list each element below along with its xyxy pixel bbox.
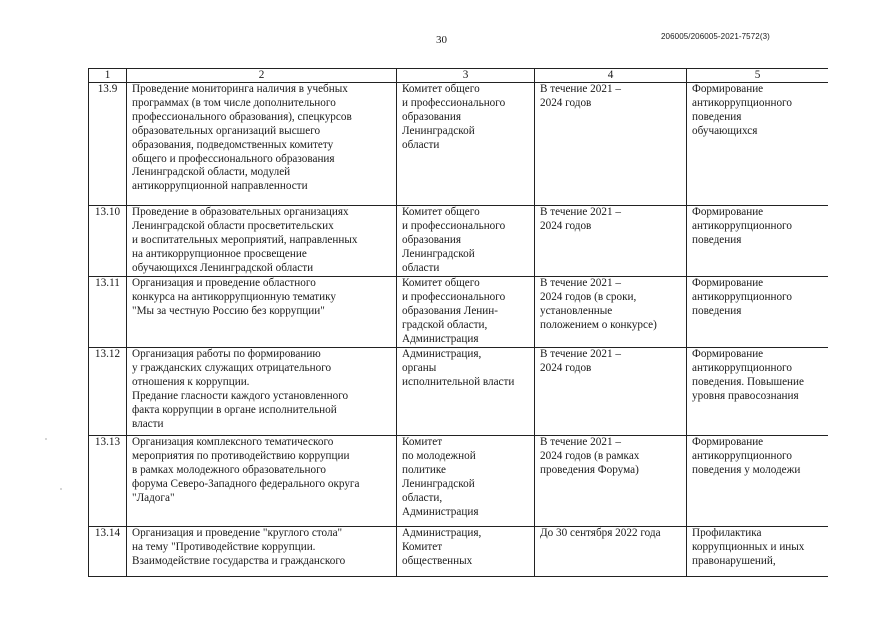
activity-cell-line: "Мы за честную Россию без коррупции" [132,304,325,317]
executor-cell-line: образования [402,233,462,246]
result-cell-line: коррупционных и иных [692,540,805,553]
column-header: 4 [535,69,687,83]
activity-cell-line: Организация и проведение областного [132,277,316,289]
activity-cell-line: конкурса на антикоррупционную тематику [132,290,337,303]
activity-cell [127,527,397,577]
executor-cell [397,527,535,577]
executor-cell-line: Комитет общего [402,83,480,95]
term-cell [535,436,687,527]
table-row [89,277,829,348]
result-cell-line: антикоррупционного [692,361,792,374]
table-row [89,348,829,436]
activity-cell-line: образовательных организаций высшего [132,124,321,137]
term-cell-line: положением о конкурсе) [540,318,657,331]
result-cell-line: Формирование [692,206,764,218]
activity-cell-line: обучающихся Ленинградской области [132,261,314,274]
term-cell-line: В течение 2021 – [540,436,621,448]
term-cell [535,206,687,277]
activity-cell-line: Организация комплексного тематического [132,436,334,448]
activity-cell-line: отношения к коррупции. [132,375,250,388]
activity-cell [127,83,397,206]
executor-cell [397,277,535,348]
activity-cell-line: Организация и проведение "круглого стола" [132,527,343,539]
term-cell [535,348,687,436]
table-header-row [89,69,829,83]
term-cell-line: В течение 2021 – [540,348,621,360]
activity-cell-line: общего и профессионального образования [132,152,335,165]
activity-cell-line: мероприятия по противодействию коррупции [132,449,350,462]
table-row [89,436,829,527]
result-cell-line: Формирование [692,348,764,360]
term-cell-line: 2024 годов [540,96,592,109]
row-number: 13.11 [89,277,127,348]
table-row [89,527,829,577]
activity-cell-line: у гражданских служащих отрицательного [132,361,332,374]
activity-cell-line: Предание гласности каждого установленного [132,389,349,402]
executor-cell-line: Ленинградской [402,477,475,490]
activity-cell-line: власти [132,417,164,430]
result-cell-line: поведения. Повышение [692,375,804,388]
activity-cell-line: профессионального образования), спецкурсов [132,110,352,123]
activity-cell [127,436,397,527]
term-cell-line: До 30 сентября 2022 года [540,527,661,539]
activity-cell-line: в рамках молодежного образовательного [132,463,327,476]
result-cell [687,436,829,527]
scan-dot [60,488,62,490]
result-cell [687,83,829,206]
column-header: 3 [397,69,535,83]
executor-cell [397,436,535,527]
executor-cell-line: области [402,261,440,274]
activity-cell-line: форума Северо-Западного федерального округа [132,477,360,490]
executor-cell-line: градской области, [402,318,488,331]
measures-table-wrapper [88,68,828,577]
result-cell-line: уровня правосознания [692,389,799,402]
column-header: 5 [687,69,829,83]
activity-cell-line: и воспитательных мероприятий, направленных [132,233,358,246]
document-code: 206005/206005-2021-7572(3) [661,32,770,41]
term-cell [535,527,687,577]
column-header: 2 [127,69,397,83]
activity-cell-line: антикоррупционной направленности [132,180,308,193]
page-number: 30 [436,34,447,46]
executor-cell-line: Ленинградской [402,124,475,137]
term-cell [535,83,687,206]
term-cell-line: установленные [540,304,613,317]
table-row [89,206,829,277]
activity-cell-line: на тему "Противодействие коррупции. [132,540,316,553]
term-cell-line: 2024 годов [540,361,592,374]
executor-cell-line: области, [402,491,443,504]
executor-cell-line: Администрация [402,332,479,345]
executor-cell-line: общественных [402,554,473,567]
executor-cell [397,206,535,277]
result-cell-line: поведения [692,233,742,246]
result-cell-line: антикоррупционного [692,96,792,109]
activity-cell-line: Ленинградской области просветительских [132,219,334,232]
table-row [89,83,829,206]
activity-cell-line: "Ладога" [132,491,175,504]
result-cell-line: антикоррупционного [692,449,792,462]
executor-cell-line: Комитет общего [402,277,480,289]
executor-cell [397,348,535,436]
result-cell-line: антикоррупционного [692,219,792,232]
result-cell-line: Профилактика [692,527,762,539]
executor-cell-line: области [402,138,440,151]
activity-cell [127,206,397,277]
executor-cell-line: Комитет [402,540,443,553]
activity-cell [127,348,397,436]
executor-cell-line: Комитет [402,436,443,448]
executor-cell-line: и профессионального [402,290,506,303]
activity-cell-line: факта коррупции в органе исполнительной [132,403,337,416]
result-cell-line: поведения у молодежи [692,463,801,476]
term-cell [535,277,687,348]
executor-cell-line: образования Ленин- [402,304,498,317]
row-number: 13.14 [89,527,127,577]
activity-cell-line: Ленинградской области, модулей [132,166,291,179]
executor-cell-line: по молодежной [402,449,476,462]
executor-cell-line: и профессионального [402,96,506,109]
executor-cell-line: Администрация, [402,527,482,539]
term-cell-line: В течение 2021 – [540,277,621,289]
row-number: 13.12 [89,348,127,436]
result-cell-line: обучающихся [692,124,758,137]
result-cell [687,527,829,577]
activity-cell-line: Проведение мониторинга наличия в учебных [132,83,348,95]
activity-cell-line: образования, подведомственных комитету [132,138,334,151]
executor-cell-line: органы [402,361,437,374]
activity-cell-line: Взаимодействие государства и гражданского [132,554,346,567]
result-cell [687,206,829,277]
result-cell-line: Формирование [692,436,764,448]
activity-cell [127,277,397,348]
executor-cell-line: политике [402,463,447,476]
term-cell-line: 2024 годов (в рамках [540,449,640,462]
term-cell-line: В течение 2021 – [540,83,621,95]
result-cell-line: антикоррупционного [692,290,792,303]
executor-cell-line: исполнительной власти [402,375,515,388]
activity-cell-line: программах (в том числе дополнительного [132,96,336,109]
result-cell-line: правонарушений, [692,554,776,567]
scan-dot [45,438,47,440]
column-header: 1 [89,69,127,83]
row-number: 13.13 [89,436,127,527]
row-number: 13.9 [89,83,127,206]
executor-cell-line: Администрация, [402,348,482,360]
activity-cell-line: на антикоррупционное просвещение [132,247,307,260]
executor-cell-line: Комитет общего [402,206,480,218]
executor-cell-line: Администрация [402,505,479,518]
executor-cell-line: образования [402,110,462,123]
measures-table [88,68,828,577]
result-cell [687,277,829,348]
result-cell-line: Формирование [692,83,764,95]
executor-cell-line: и профессионального [402,219,506,232]
term-cell-line: В течение 2021 – [540,206,621,218]
activity-cell-line: Организация работы по формированию [132,348,321,360]
result-cell-line: Формирование [692,277,764,289]
term-cell-line: 2024 годов [540,219,592,232]
result-cell [687,348,829,436]
executor-cell-line: Ленинградской [402,247,475,260]
term-cell-line: проведения Форума) [540,463,639,476]
row-number: 13.10 [89,206,127,277]
result-cell-line: поведения [692,304,742,317]
result-cell-line: поведения [692,110,742,123]
activity-cell-line: Проведение в образовательных организациях [132,206,349,218]
executor-cell [397,83,535,206]
term-cell-line: 2024 годов (в сроки, [540,290,637,303]
